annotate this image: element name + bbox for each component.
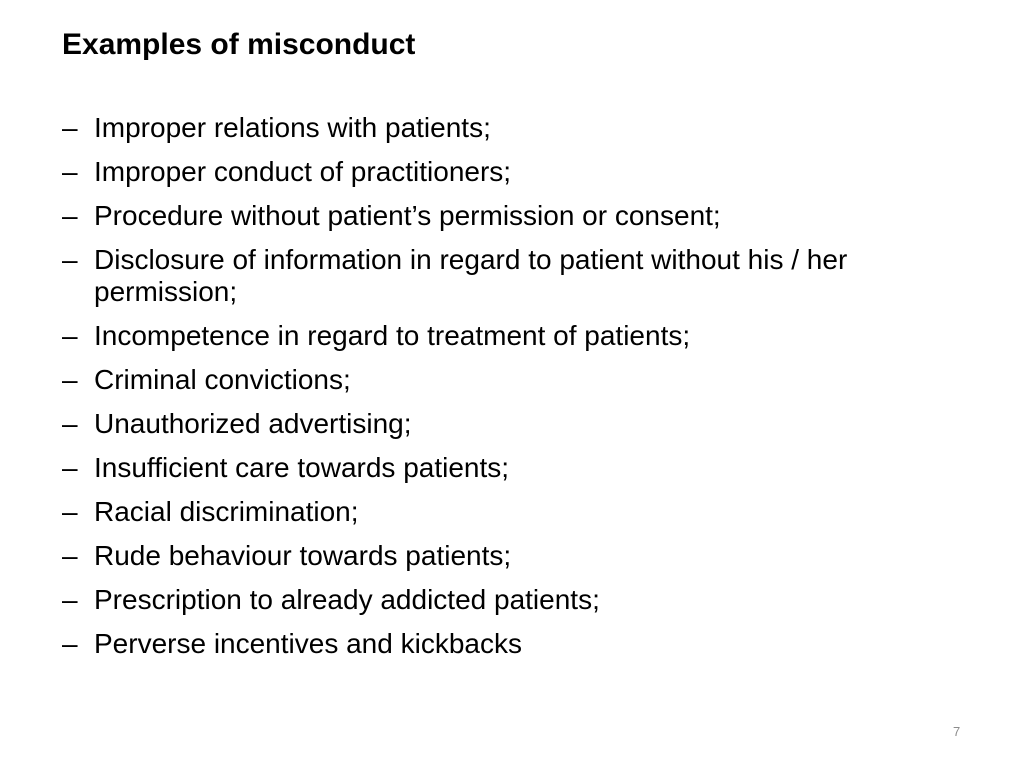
dash-bullet-icon: – — [62, 244, 78, 275]
list-item — [62, 540, 992, 572]
list-item-text: Criminal convictions; — [94, 364, 351, 395]
dash-bullet-icon: – — [62, 200, 78, 231]
dash-bullet-icon: – — [62, 628, 78, 659]
list-item — [62, 156, 992, 188]
dash-bullet-icon: – — [62, 408, 78, 439]
list-item-text: Racial discrimination; — [94, 496, 359, 527]
list-item-text: Unauthorized advertising; — [94, 408, 412, 439]
list-item — [62, 628, 992, 660]
list-item-text: Insufficient care towards patients; — [94, 452, 510, 483]
list-item-text: Disclosure of information in regard to patient without his / her permission; — [94, 244, 848, 307]
dash-bullet-icon: – — [62, 320, 78, 351]
dash-bullet-icon: – — [62, 496, 78, 527]
list-item — [62, 244, 992, 308]
dash-bullet-icon: – — [62, 584, 78, 615]
list-item-text: Incompetence in regard to treatment of patients; — [94, 320, 691, 351]
list-item — [62, 408, 992, 440]
list-item-text: Perverse incentives and kickbacks — [94, 628, 522, 659]
dash-bullet-icon: – — [62, 156, 78, 187]
dash-bullet-icon: – — [62, 364, 78, 395]
list-item — [62, 584, 992, 616]
misconduct-list — [62, 112, 992, 672]
page-number: 7 — [953, 724, 961, 739]
dash-bullet-icon: – — [62, 540, 78, 571]
list-item — [62, 452, 992, 484]
list-item-text: Prescription to already addicted patients; — [94, 584, 600, 615]
list-item — [62, 496, 992, 528]
list-item — [62, 200, 992, 232]
list-item-text: Procedure without patient’s permission or consent; — [94, 200, 721, 231]
dash-bullet-icon: – — [62, 112, 78, 143]
dash-bullet-icon: – — [62, 452, 78, 483]
list-item-text: Improper conduct of practitioners; — [94, 156, 512, 187]
list-item — [62, 112, 992, 144]
slide-title: Examples of misconduct — [62, 28, 416, 61]
list-item-text: Rude behaviour towards patients; — [94, 540, 512, 571]
list-item-text: Improper relations with patients; — [94, 112, 491, 143]
list-item — [62, 320, 992, 352]
list-item — [62, 364, 992, 396]
